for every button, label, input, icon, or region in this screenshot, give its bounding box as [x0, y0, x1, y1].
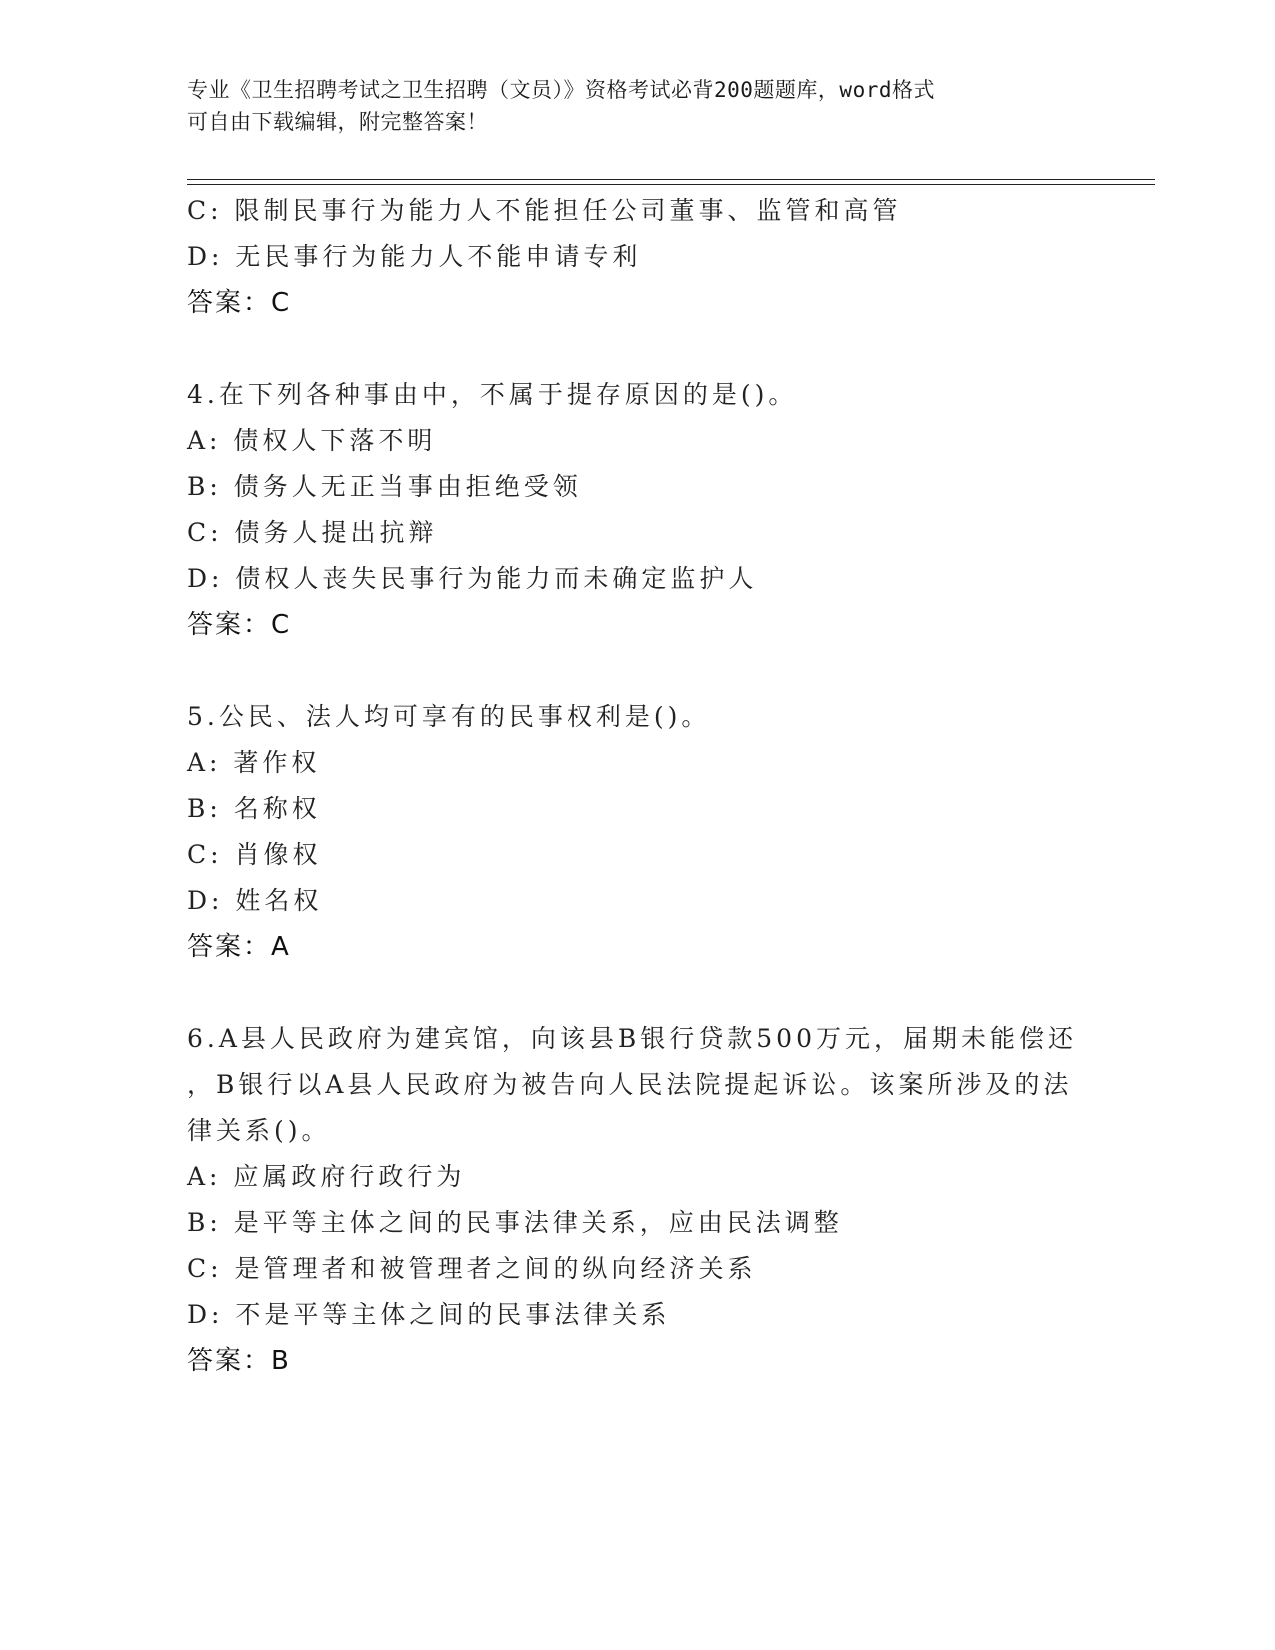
- question-3-continued: [187, 188, 1087, 326]
- option-d: D: 债权人丧失民事行为能力而未确定监护人: [187, 564, 758, 593]
- spacer: [187, 970, 1087, 1016]
- question-4: [187, 372, 1087, 648]
- question-stem: 5.公民、法人均可享有的民事权利是()。: [187, 702, 711, 731]
- question-6: [187, 1016, 1087, 1384]
- question-stem-line-3: 律关系()。: [187, 1116, 331, 1145]
- header-line-1: 专业《卫生招聘考试之卫生招聘（文员）》资格考试必背200题题库，word格式: [187, 78, 935, 102]
- option-c: C: 限制民事行为能力人不能担任公司董事、监管和高管: [187, 196, 902, 225]
- option-c: C: 债务人提出抗辩: [187, 518, 438, 547]
- header-divider-bottom: [187, 184, 1155, 185]
- question-stem-line-2: ，B银行以A县人民政府为被告向人民法院提起诉讼。该案所涉及的法: [187, 1070, 1073, 1099]
- option-a: A: 著作权: [187, 748, 321, 777]
- spacer: [187, 326, 1087, 372]
- header-divider-top: [187, 179, 1155, 180]
- option-c: C: 肖像权: [187, 840, 322, 869]
- option-b: B: 是平等主体之间的民事法律关系，应由民法调整: [187, 1208, 843, 1237]
- document-header: [187, 74, 1087, 138]
- option-b: B: 名称权: [187, 794, 321, 823]
- spacer: [187, 648, 1087, 694]
- answer-line: 答案：C: [187, 288, 292, 318]
- question-5: [187, 694, 1087, 970]
- option-a: A: 应属政府行政行为: [187, 1162, 466, 1191]
- question-stem: 4.在下列各种事由中，不属于提存原因的是()。: [187, 380, 798, 409]
- option-c: C: 是管理者和被管理者之间的纵向经济关系: [187, 1254, 757, 1283]
- option-b: B: 债务人无正当事由拒绝受领: [187, 472, 582, 501]
- header-line-2: 可自由下载编辑，附完整答案！: [187, 110, 488, 134]
- option-d: D: 不是平等主体之间的民事法律关系: [187, 1300, 671, 1329]
- option-a: A: 债权人下落不明: [187, 426, 437, 455]
- question-stem-line-1: 6.A县人民政府为建宾馆，向该县B银行贷款500万元，届期未能偿还: [187, 1024, 1077, 1053]
- answer-line: 答案：A: [187, 932, 291, 962]
- answer-line: 答案：B: [187, 1346, 291, 1376]
- option-d: D: 无民事行为能力人不能申请专利: [187, 242, 642, 271]
- answer-line: 答案：C: [187, 610, 292, 640]
- question-list: [187, 188, 1087, 1384]
- option-d: D: 姓名权: [187, 886, 323, 915]
